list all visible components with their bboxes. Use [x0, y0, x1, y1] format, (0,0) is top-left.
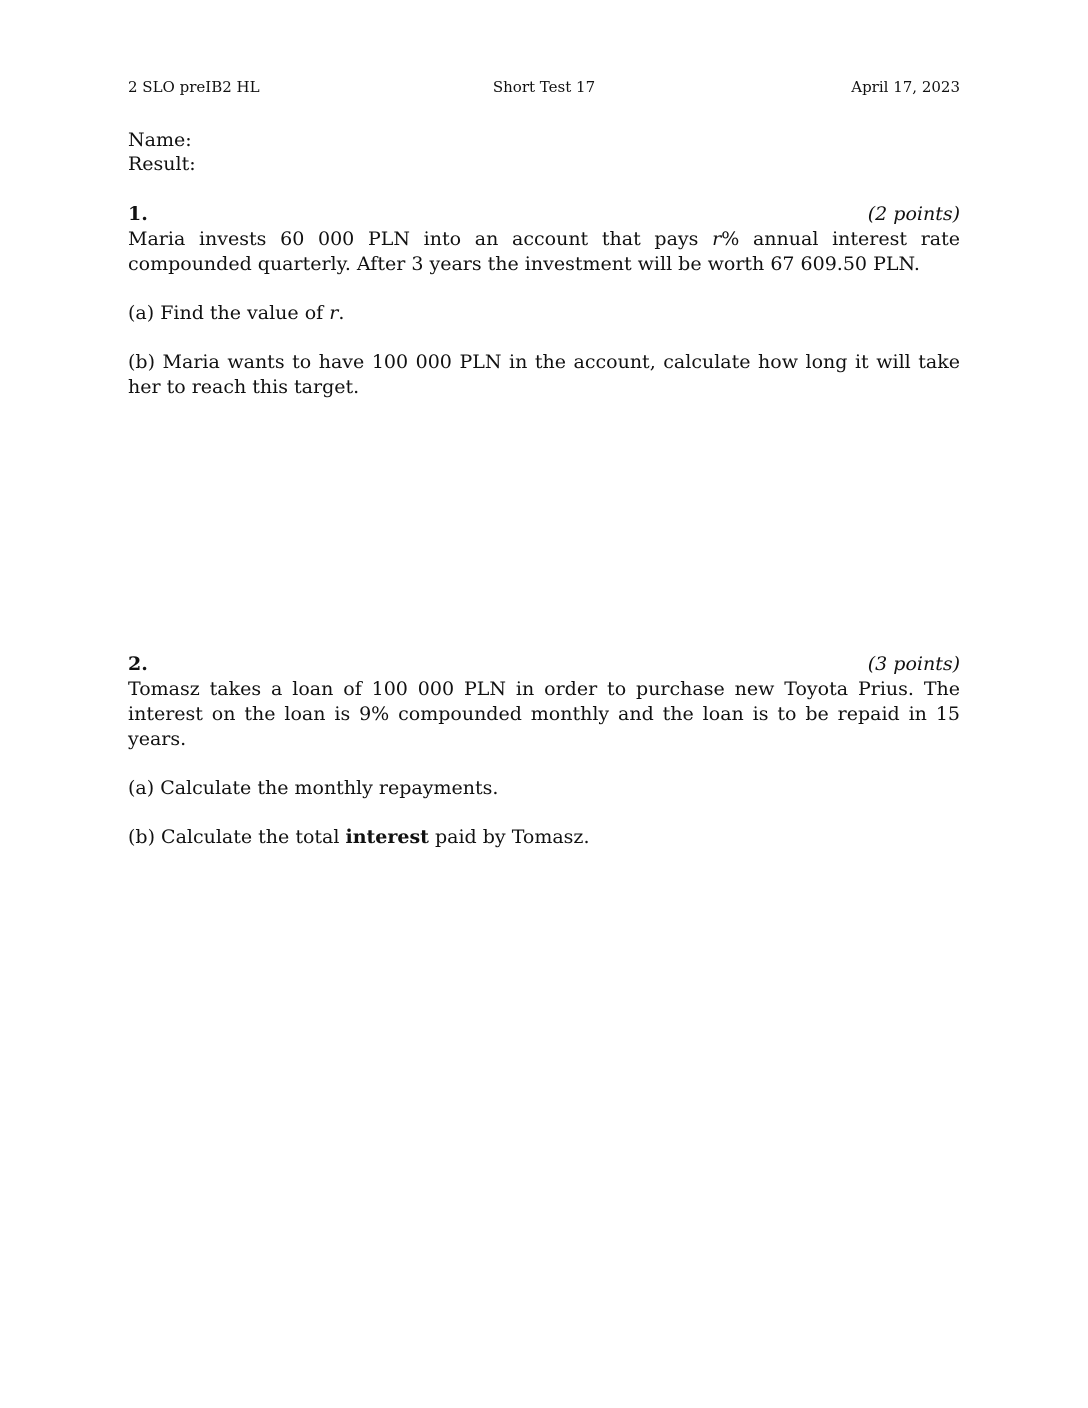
name-field-label: Name: — [128, 129, 192, 151]
question-1-number: 1. — [128, 203, 148, 225]
question-1-text: Maria invests 60 000 PLN into an account that pays r% annual interest rate compounded quarterly. After 3 years the investment will be worth 67 609.50 PLN. — [128, 228, 960, 275]
question-2-text: Tomasz takes a loan of 100 000 PLN in order to purchase new Toyota Prius. The interest on the loan is 9% compounded monthly and the loan is to be repaid in 15 years. — [128, 678, 960, 750]
question-2-points: (3 points) — [867, 653, 960, 675]
question-2-header — [128, 652, 960, 677]
question-1-part-a: (a) Find the value of r. — [128, 302, 345, 324]
question-1-part-b: (b) Maria wants to have 100 000 PLN in the account, calculate how long it will take her to reach this target. — [128, 351, 960, 398]
test-title: Short Test 17 — [492, 78, 596, 96]
result-field-label: Result: — [128, 153, 196, 175]
question-1-header — [128, 202, 960, 227]
question-1 — [128, 202, 960, 400]
question-1-points: (2 points) — [867, 203, 960, 225]
class-label: 2 SLO preIB2 HL — [128, 78, 260, 96]
test-date: April 17, 2023 — [851, 78, 960, 96]
page-header — [128, 78, 960, 100]
question-2-part-b: (b) Calculate the total interest paid by Tomasz. — [128, 826, 590, 848]
question-2-number: 2. — [128, 653, 148, 675]
question-2-part-a: (a) Calculate the monthly repayments. — [128, 777, 499, 799]
question-2 — [128, 652, 960, 850]
